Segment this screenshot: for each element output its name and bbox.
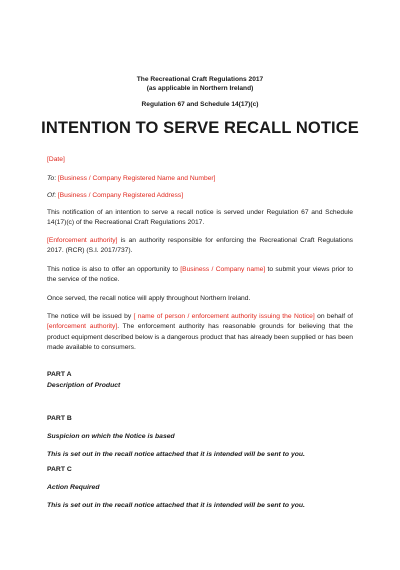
authority-text: is an authority responsible for enforcing the Recreational Craft Regulations 2017. (RCR) (S.I. 2017/737). [47,237,354,255]
part-b-subheading: Suspicion on which the Notice is based [47,433,175,440]
regulation-title-line: The Recreational Craft Regulations 2017 [136,76,264,83]
opportunity-text-start: This notice is also to offer an opportunity to [47,266,181,273]
regulation-reference: Regulation 67 and Schedule 14(17)(c) [141,101,259,108]
paragraph-scope: Once served, the recall notice will apply throughout Northern Ireland. [47,295,251,302]
part-a-heading: PART A [47,371,72,378]
document-title: INTENTION TO SERVE RECALL NOTICE [41,119,359,137]
issuer-text-middle: on behalf of [314,313,354,320]
colon: : [54,175,58,182]
part-c-subheading: Action Required [47,484,100,491]
issuer-text-end: . The enforcement authority has reasonable grounds for believing that the product equipment described below is a dangerous product that has already been supplied or has been made available to consumers. [47,323,354,352]
paragraph-opportunity [47,265,353,286]
part-b-note: This is set out in the recall notice attached that it is intended will be sent to you. [47,451,305,458]
part-b-heading: PART B [47,415,72,422]
jurisdiction-line: (as applicable in Northern Ireland) [146,85,254,92]
part-c-heading: PART C [47,466,72,473]
colon: : [54,192,58,199]
recipient-address-placeholder: [Business / Company Registered Address] [57,192,184,199]
address-line [47,191,353,201]
part-c-note: This is set out in the recall notice attached that it is intended will be sent to you. [47,502,305,509]
enforcement-authority-placeholder-2: [enforcement authority] [47,323,118,331]
paragraph-notification: This notification of an intention to serve a recall notice is served under Regulation 67 and Schedule 14(17)(c) of the Recreational Craft Regulations 2017. [47,209,353,227]
to-label: To [47,175,55,182]
issuer-text-start: The notice will be issued by [47,313,134,320]
recipient-name-placeholder: [Business / Company Registered Name and Number] [57,175,216,182]
date-placeholder: [Date] [47,156,65,163]
company-name-placeholder: [Business / Company name] [180,266,266,273]
paragraph-issuer [47,312,353,354]
enforcement-authority-placeholder: [Enforcement authority] [47,237,118,244]
part-a-subheading: Description of Product [47,382,121,389]
recipient-line [47,174,353,184]
paragraph-authority [47,236,353,257]
of-label: Of [47,192,55,199]
issuer-placeholder: [ name of person / enforcement authority issuing the Notice] [133,313,315,320]
opportunity-text-end: to submit your views prior to the service of the notice. [47,266,353,284]
